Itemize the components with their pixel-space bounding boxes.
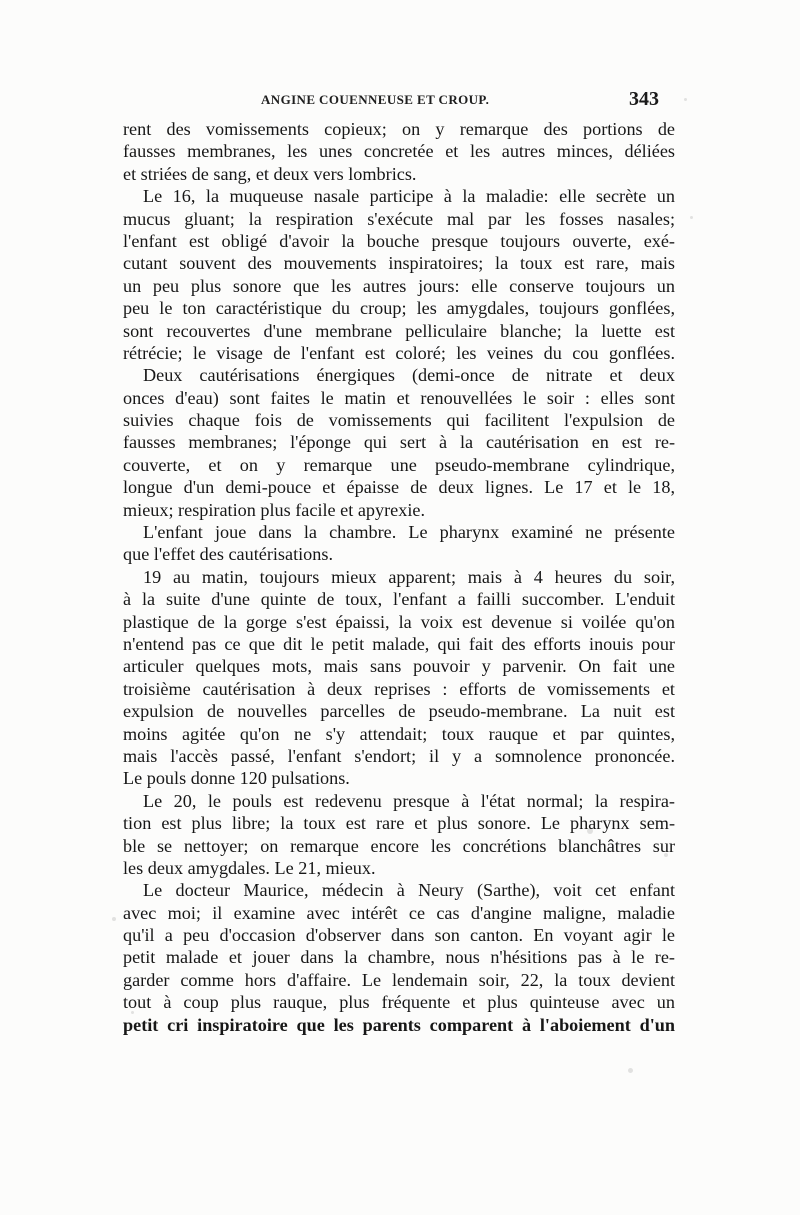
text-line: mais l'accès passé, l'enfant s'endort; il y a somnolence prononcée. bbox=[123, 745, 675, 766]
text-line: garder comme hors d'affaire. Le lendemain soir, 22, la toux devient bbox=[123, 969, 675, 990]
text-line: tout à coup plus rauque, plus fréquente et plus quinteuse avec un bbox=[123, 992, 675, 1013]
text-line: Le docteur Maurice, médecin à Neury (Sarthe), voit cet enfant bbox=[143, 880, 675, 901]
text-line: et striées de sang, et deux vers lombrics. bbox=[123, 163, 417, 184]
text-line: expulsion de nouvelles parcelles de pseudo-membrane. La nuit est bbox=[123, 701, 675, 722]
page-header bbox=[133, 88, 669, 120]
text-line: fausses membranes, les unes concretée et les autres minces, déliées bbox=[123, 141, 675, 162]
text-line: fausses membranes; l'éponge qui sert à la cautérisation en est re- bbox=[123, 432, 675, 453]
text-line: suivies chaque fois de vomissements qui facilitent l'expulsion de bbox=[123, 410, 675, 431]
text-line: peu le ton caractéristique du croup; les amygdales, toujours gonflées, bbox=[123, 298, 675, 319]
running-title: ANGINE COUENNEUSE ET CROUP. bbox=[261, 92, 490, 107]
text-line: moins agitée qu'on ne s'y attendait; toux rauque et par quintes, bbox=[123, 723, 675, 744]
text-line: longue d'un demi-pouce et épaisse de deux lignes. Le 17 et le 18, bbox=[123, 477, 675, 498]
text-line: Le 20, le pouls est redevenu presque à l'état normal; la respira- bbox=[143, 790, 675, 811]
text-line: sont recouvertes d'une membrane pelliculaire blanche; la luette est bbox=[123, 320, 675, 341]
text-line: n'entend pas ce que dit le petit malade, qui fait des efforts inouis pour bbox=[123, 633, 675, 654]
text-line: petit cri inspiratoire que les parents comparent à l'aboiement d'un bbox=[123, 1014, 675, 1035]
text-line: tion est plus libre; la toux est rare et plus sonore. Le pharynx sem- bbox=[123, 813, 675, 834]
text-line: petit malade et jouer dans la chambre, nous n'hésitions pas à le re- bbox=[123, 947, 675, 968]
text-line: ble se nettoyer; on remarque encore les concrétions blanchâtres sur bbox=[123, 835, 675, 856]
page-number: 343 bbox=[629, 88, 659, 110]
body-text bbox=[123, 118, 675, 1063]
text-line: qu'il a peu d'occasion d'observer dans son canton. En voyant agir le bbox=[123, 925, 675, 946]
text-line: cutant souvent des mouvements inspiratoires; la toux est rare, mais bbox=[123, 253, 675, 274]
text-line: Le 16, la muqueuse nasale participe à la maladie: elle secrète un bbox=[143, 186, 675, 207]
text-line: plastique de la gorge s'est épaissi, la voix est devenue si voilée qu'on bbox=[123, 611, 675, 632]
text-line: que l'effet des cautérisations. bbox=[123, 544, 333, 565]
scan-speck bbox=[690, 216, 693, 219]
scan-speck bbox=[112, 917, 116, 921]
text-line: mucus gluant; la respiration s'exécute mal par les fosses nasales; bbox=[123, 208, 675, 229]
text-line: onces d'eau) sont faites le matin et renouvellées le soir : elles sont bbox=[123, 387, 675, 408]
scan-speck bbox=[684, 98, 687, 101]
text-line: rent des vomissements copieux; on y remarque des portions de bbox=[123, 119, 675, 139]
text-line: les deux amygdales. Le 21, mieux. bbox=[123, 857, 376, 878]
text-line: à la suite d'une quinte de toux, l'enfant a failli succomber. L'enduit bbox=[123, 589, 675, 610]
text-line: rétrécie; le visage de l'enfant est coloré; les veines du cou gonflées. bbox=[123, 342, 675, 363]
text-line: mieux; respiration plus facile et apyrexie. bbox=[123, 499, 426, 520]
text-line: L'enfant joue dans la chambre. Le pharynx examiné ne présente bbox=[143, 522, 675, 543]
text-line: couverte, et on y remarque une pseudo-membrane cylindrique, bbox=[123, 454, 675, 475]
text-line: Le pouls donne 120 pulsations. bbox=[123, 768, 350, 789]
text-line: un peu plus sonore que les autres jours: elle conserve toujours un bbox=[123, 275, 675, 296]
text-line: l'enfant est obligé d'avoir la bouche presque toujours ouverte, exé- bbox=[123, 230, 675, 251]
text-line: Deux cautérisations énergiques (demi-once de nitrate et deux bbox=[143, 365, 675, 386]
text-line: avec moi; il examine avec intérêt ce cas d'angine maligne, maladie bbox=[123, 902, 675, 923]
scan-speck bbox=[628, 1068, 633, 1073]
text-line: troisième cautérisation à deux reprises : efforts de vomissements et bbox=[123, 678, 675, 699]
text-line: 19 au matin, toujours mieux apparent; mais à 4 heures du soir, bbox=[143, 566, 675, 587]
text-line: articuler quelques mots, mais sans pouvoir y parvenir. On fait une bbox=[123, 656, 675, 677]
